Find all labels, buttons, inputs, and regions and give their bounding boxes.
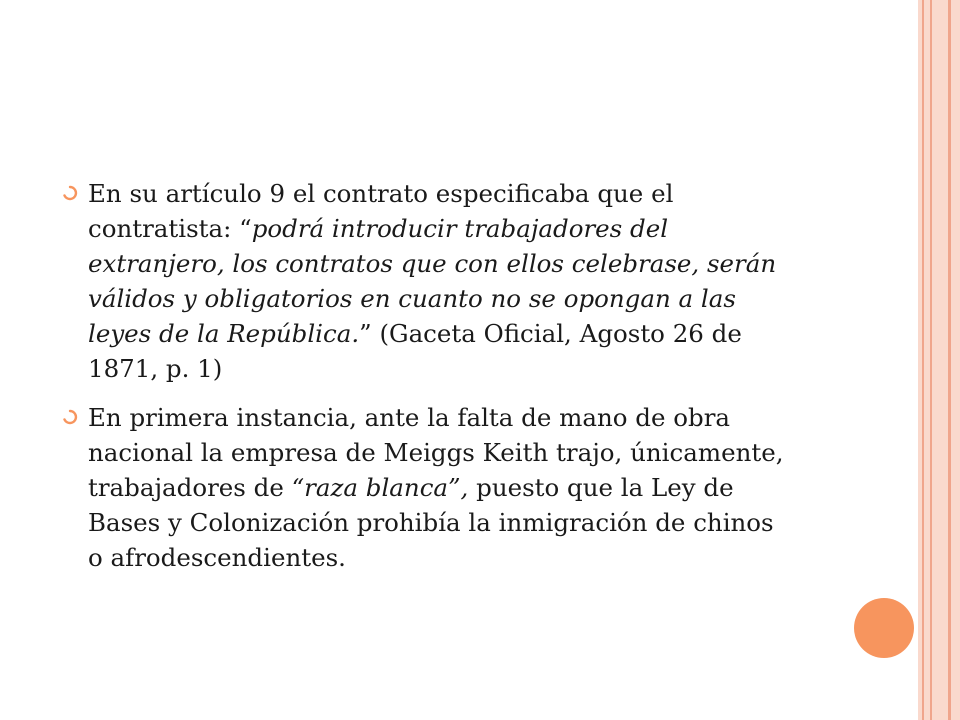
right-border-line — [930, 0, 932, 720]
ring-bullet-icon — [62, 185, 78, 201]
right-border-band — [918, 0, 960, 720]
bullet-text — [88, 179, 776, 383]
quoted-phrase: “raza blanca”, — [291, 473, 469, 502]
ring-bullet-icon — [62, 409, 78, 425]
bullet-item — [62, 400, 792, 575]
quoted-contract-text: podrá introducir trabajadores del extranjero, los contratos que con ellos celebrase, serán válidos y obligatorios en cuanto no se opongan a las leyes de la República. — [88, 214, 777, 348]
bullet-text-segment: puesto que la Ley de Bases y Colonización prohibía la inmigración de chinos o afrodescendientes. — [88, 473, 774, 572]
bullet-text — [88, 403, 784, 572]
bullet-text-segment: En su artículo 9 el contrato especificaba que el contratista: “ — [88, 179, 674, 243]
bullet-text-segment: ” (Gaceta Oficial, Agosto 26 de 1871, p. 1) — [88, 319, 742, 383]
bullet-item — [62, 176, 792, 386]
slide-body — [62, 176, 792, 589]
right-border-line — [948, 0, 951, 720]
bullet-text-segment: En primera instancia, ante la falta de mano de obra nacional la empresa de Meiggs Keith trajo, únicamente, trabajadores de — [88, 403, 784, 502]
orange-circle-decoration — [854, 598, 914, 658]
right-border-line — [922, 0, 924, 720]
